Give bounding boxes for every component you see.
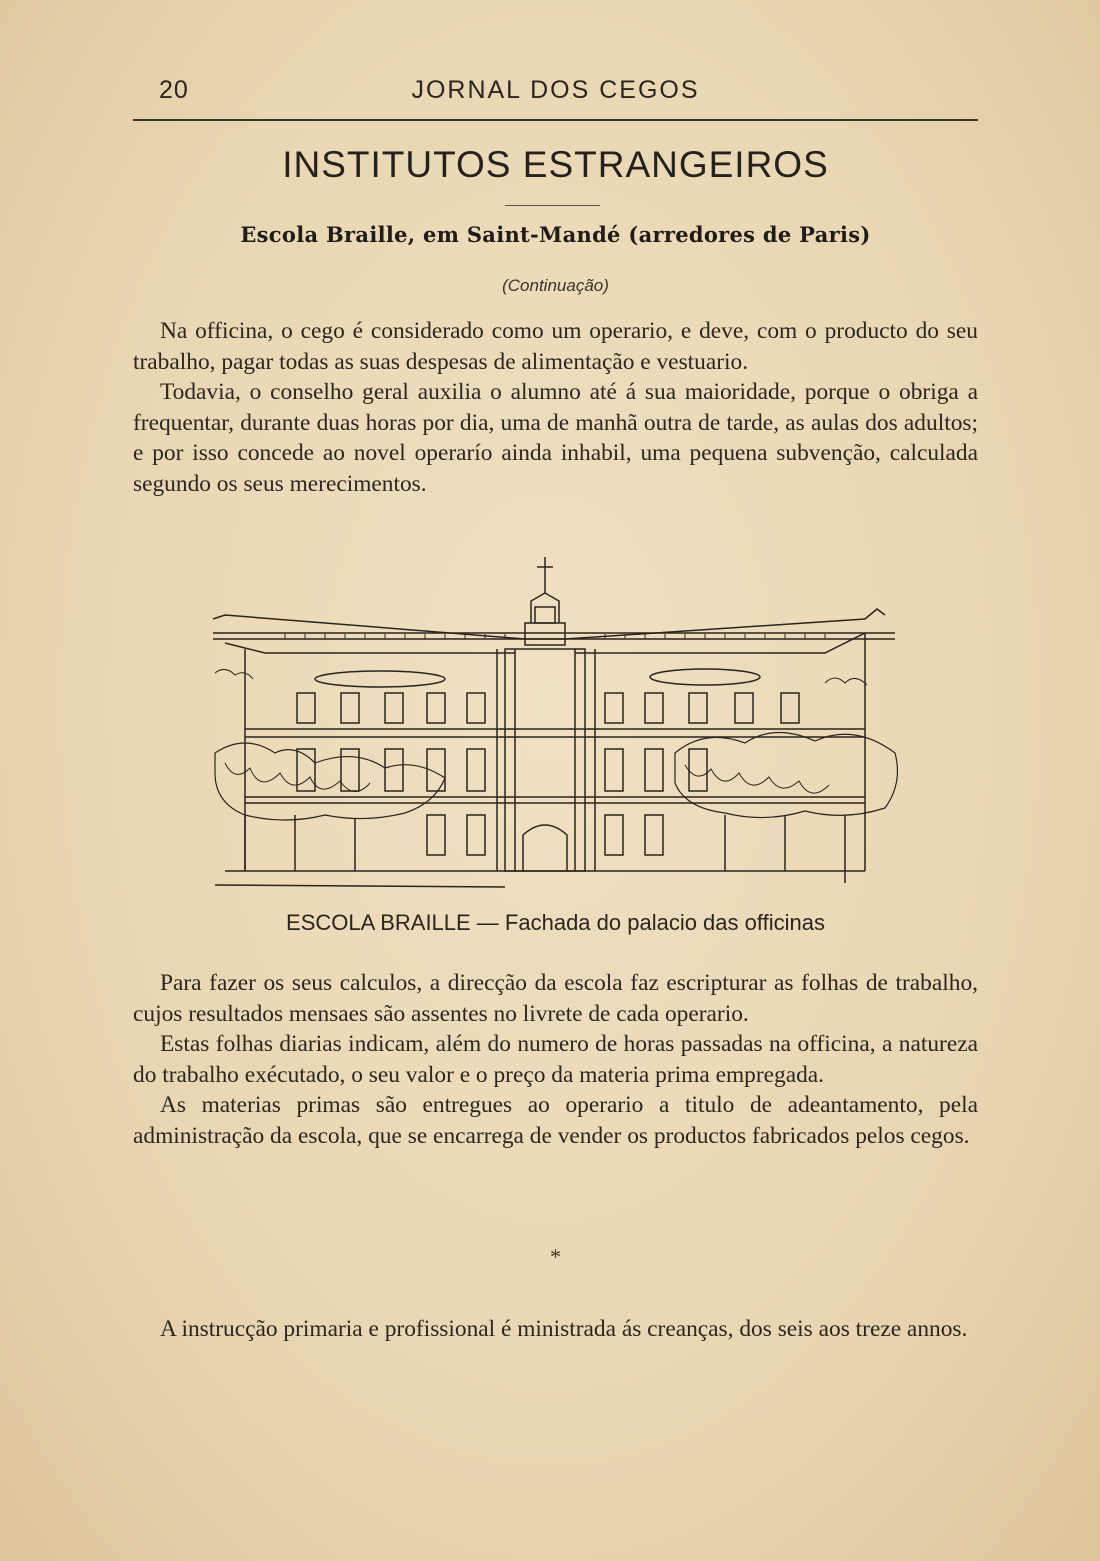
header-rule bbox=[133, 119, 978, 121]
continuation-note: (Continuação) bbox=[502, 276, 609, 295]
paragraph-group-1 bbox=[133, 316, 978, 500]
paragraph: Todavia, o conselho geral auxilia o alumno até á sua maioridade, porque o obriga a frequentar, durante duas horas por dia, uma de manhã outra de tarde, as aulas dos adultos; e por isso concede ao novel operarío ainda inhabil, uma pequena subvenção, calculada segundo os seus merecimentos. bbox=[133, 379, 978, 497]
running-head bbox=[133, 74, 978, 114]
page-number: 20 bbox=[159, 76, 189, 104]
paragraph: A instrucção primaria e profissional é ministrada ás creanças, dos seis aos treze annos. bbox=[160, 1316, 968, 1342]
paragraph-group-3 bbox=[133, 1314, 978, 1345]
paragraph: Na officina, o cego é considerado como um operario, e deve, com o producto do seu trabalho, pagar todas as suas despesas de alimentação e vestuario. bbox=[133, 318, 978, 375]
section-title: INSTITUTOS ESTRANGEIROS bbox=[282, 144, 829, 185]
figure-caption: ESCOLA BRAILLE — Fachada do palacio das officinas bbox=[286, 910, 825, 935]
article-title: Escola Braille, em Saint-Mandé (arredores de Paris) bbox=[240, 222, 871, 247]
title-divider bbox=[505, 205, 600, 206]
asterisk-separator: * bbox=[550, 1244, 561, 1269]
paragraph: Estas folhas diarias indicam, além do numero de horas passadas na officina, a natureza do trabalho exécutado, o seu valor e o preço da materia prima empregada. bbox=[133, 1031, 978, 1088]
building-facade-illustration bbox=[205, 553, 907, 895]
paragraph: As materias primas são entregues ao operario a titulo de adeantamento, pela administração da escola, que se encarrega de vender os productos fabricados pelos cegos. bbox=[133, 1092, 978, 1149]
journal-title: JORNAL DOS CEGOS bbox=[411, 76, 700, 104]
paragraph: Para fazer os seus calculos, a direcção da escola faz escripturar as folhas de trabalho, cujos resultados mensaes são assentes no livrete de cada operario. bbox=[133, 970, 978, 1027]
paragraph-group-2 bbox=[133, 968, 978, 1152]
